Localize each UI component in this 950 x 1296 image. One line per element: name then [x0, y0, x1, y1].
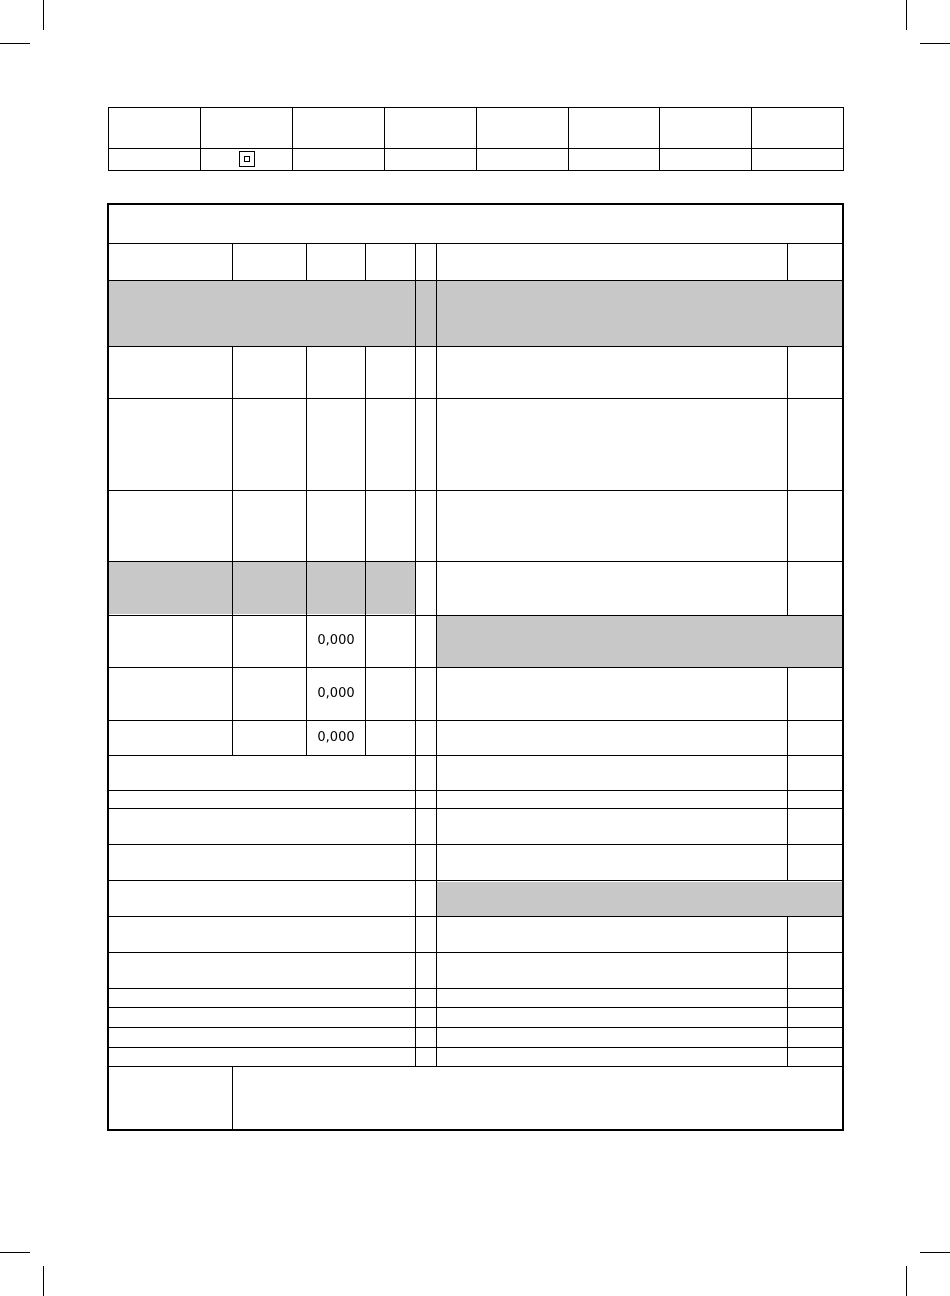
- summary-value-cell: [385, 149, 477, 171]
- summary-value-row: [109, 149, 844, 171]
- crop-mark: [906, 1266, 907, 1296]
- column-divider: [415, 243, 416, 1067]
- crop-mark: [920, 1252, 950, 1253]
- row-divider: [108, 808, 843, 809]
- row-divider: [108, 1047, 843, 1048]
- column-divider: [787, 916, 788, 1067]
- column-divider: [787, 667, 788, 881]
- summary-value-cell: [293, 149, 385, 171]
- row-divider: [108, 490, 843, 491]
- measurement-value: 0,000: [317, 686, 355, 701]
- measurement-value: 0,000: [317, 633, 355, 648]
- column-divider: [436, 243, 437, 1067]
- row-divider: [108, 988, 843, 989]
- row-divider: [108, 844, 843, 845]
- row-divider: [108, 880, 843, 881]
- row-divider: [108, 561, 843, 562]
- column-divider: [365, 346, 366, 756]
- row-divider: [108, 398, 843, 399]
- row-divider: [108, 790, 843, 791]
- summary-value-cell: [752, 149, 844, 171]
- summary-header-cell: [293, 108, 385, 149]
- crop-mark: [920, 43, 950, 44]
- summary-value-cell: [477, 149, 569, 171]
- summary-value-cell: [660, 149, 752, 171]
- column-divider: [365, 243, 366, 281]
- row-divider: [108, 916, 843, 917]
- crop-mark: [906, 0, 907, 30]
- row-divider: [108, 1066, 843, 1067]
- column-divider: [787, 243, 788, 281]
- summary-header-cell: [477, 108, 569, 149]
- summary-header-cell: [752, 108, 844, 149]
- double-insulation-icon: [239, 151, 255, 167]
- crop-mark: [43, 1266, 44, 1296]
- row-divider: [108, 243, 843, 244]
- column-divider: [232, 346, 233, 756]
- row-divider: [108, 346, 843, 347]
- row-divider: [108, 615, 843, 616]
- summary-header-cell: [109, 108, 201, 149]
- summary-value-cell: [201, 149, 293, 171]
- measurement-value: 0,000: [317, 730, 355, 745]
- model-summary-table: [108, 107, 844, 171]
- row-divider: [108, 1027, 843, 1028]
- row-divider: [108, 755, 843, 756]
- crop-mark: [43, 0, 44, 30]
- row-divider: [108, 1007, 843, 1008]
- column-divider: [232, 243, 233, 281]
- row-divider: [108, 720, 843, 721]
- summary-header-cell: [660, 108, 752, 149]
- column-divider: [232, 1066, 233, 1130]
- summary-header-cell: [201, 108, 293, 149]
- summary-header-cell: [385, 108, 477, 149]
- row-divider: [108, 952, 843, 953]
- crop-mark: [0, 1252, 30, 1253]
- row-divider: [108, 667, 843, 668]
- summary-value-cell: [109, 149, 201, 171]
- crop-mark: [0, 43, 30, 44]
- column-divider: [306, 243, 307, 281]
- summary-header-row: [109, 108, 844, 149]
- row-divider: [108, 280, 843, 281]
- summary-header-cell: [569, 108, 660, 149]
- summary-value-cell: [569, 149, 660, 171]
- column-divider: [787, 346, 788, 616]
